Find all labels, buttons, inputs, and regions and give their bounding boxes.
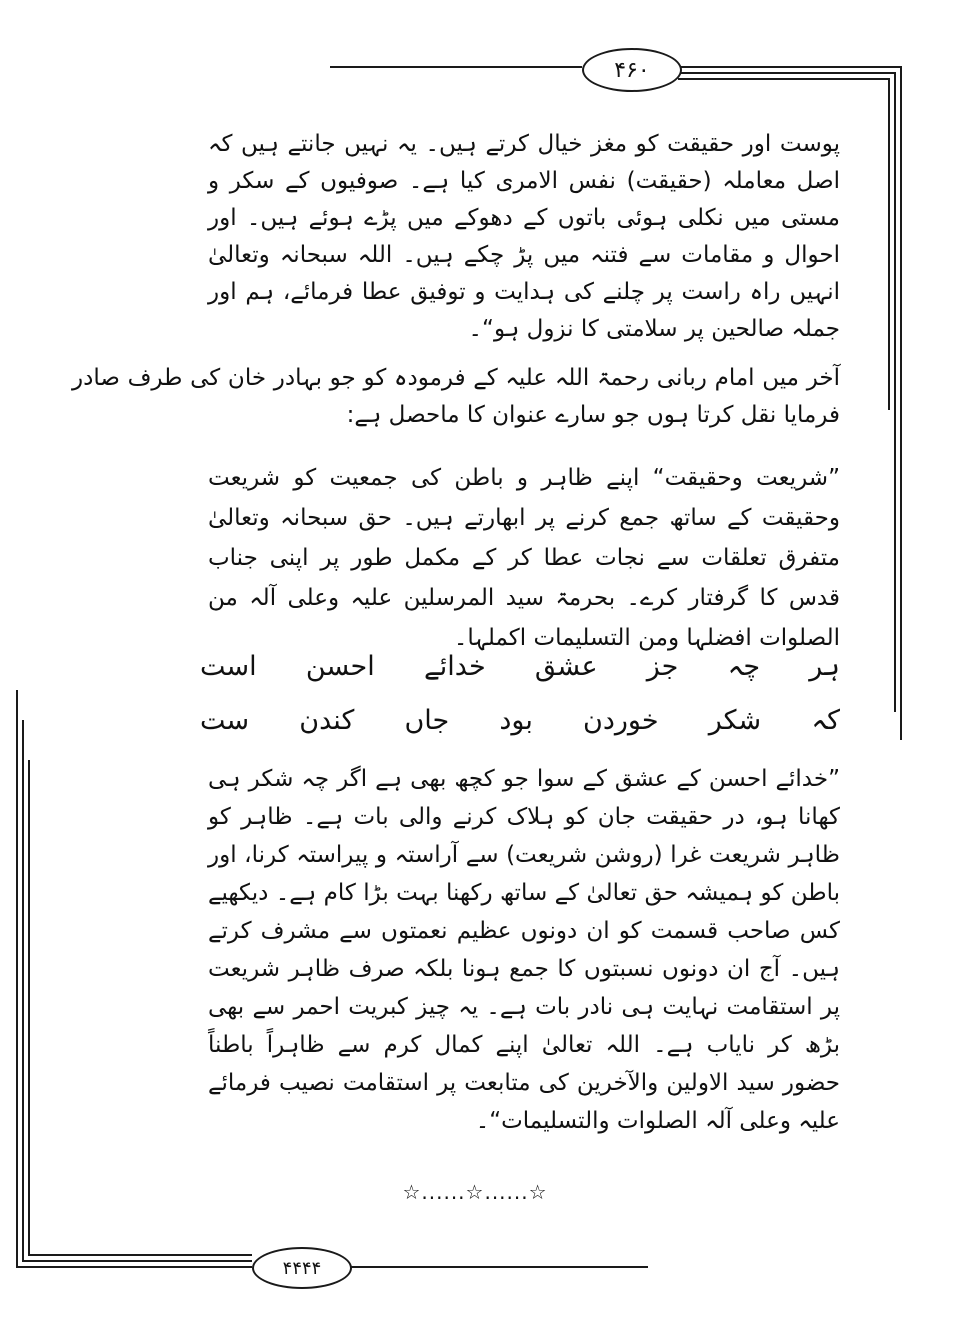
verse-word: جاں [404, 705, 450, 736]
intro-paragraph-text: آخر میں امام ربانی رحمۃ اللہ علیہ کے فرمودہ کو جو بہادر خان کی طرف صادر فرمایا نقل کرتا ہوں جو سارے عنوان کا ماحصل ہے: [72, 365, 840, 428]
verse-word: کندن [299, 705, 355, 736]
frame-bottom-line-3 [28, 1254, 252, 1256]
verse-couplet [200, 640, 840, 748]
verse-word: بود [499, 705, 533, 736]
frame-top-line-3 [678, 72, 894, 74]
paragraph-bottom-text: ”خدائے احسن کے عشق کے سوا جو کچھ بھی ہے اگر چہ شکر ہی کھانا ہو، در حقیقت جان کو ہلاک کرنے والی بات ہے۔ ظاہر کو ظاہر شریعت غرا (روشن شریعت) سے آراستہ و پیراستہ کرنا، اور باطن کو ہمیشہ حق تعالیٰ کے ساتھ رکھنا بہت بڑا کام ہے۔ دیکھیے کس صاحب قسمت کو ان دونوں عظیم نعمتوں سے مشرف کرتے ہیں۔ آج ان دونوں نسبتوں کا جمع ہونا بلکہ صرف ظاہر شریعت پر استقامت نہایت ہی نادر بات ہے۔ یہ چیز کبریت احمر سے بھی بڑھ کر نایاب ہے۔ اللہ تعالیٰ اپنے کمال کرم سے ظاہراً باطناً حضور سید الاولین والآخرین کی متابعت پر استقامت نصیب فرمائے علیہ وعلی آلہ الصلوات والتسلیمات“۔ [208, 766, 840, 1134]
frame-top-line-2 [678, 66, 900, 68]
frame-top-line-1 [330, 66, 582, 68]
verse-word: شکر [708, 705, 762, 736]
frame-bottom-line-4 [348, 1266, 648, 1268]
footer-ornament: ۴۴۴۴ [252, 1247, 352, 1289]
quote-paragraph-text: ”شریعت وحقیقت“ اپنے ظاہر و باطن کی جمعیت کو شریعت وحقیقت کے ساتھ جمع کرنے پر ابھارتے ہیں۔ حق سبحانہ وتعالیٰ متفرق تعلقات سے نجات عطا کر کے مکمل طور پر اپنی جناب قدس کا گرفتار کرے۔ بحرمۃ سید المرسلین علیہ وعلی آلہ من الصلوات افضلہا ومن التسلیمات اکملہا۔ [208, 465, 840, 651]
frame-right-line-2 [894, 72, 896, 712]
verse-word: کہ [811, 705, 840, 736]
paragraph-top [208, 126, 840, 348]
verse-word: خدائے [423, 651, 486, 682]
verse-word: احسن [305, 651, 375, 682]
frame-left-line-1 [16, 690, 18, 1266]
verse-word: ہر [809, 651, 840, 682]
verse-word: است [200, 651, 257, 682]
page-number: ۴۶۰ [582, 48, 682, 92]
intro-paragraph [72, 360, 840, 434]
frame-bottom-line-2 [22, 1260, 252, 1262]
paragraph-top-text: پوست اور حقیقت کو مغز خیال کرتے ہیں۔ یہ نہیں جانتے ہیں کہ اصل معاملہ (حقیقت) نفس الامری کیا ہے۔ صوفیوں کے سکر و مستی میں نکلی ہوئی باتوں کے دھوکے میں پڑے ہوئے ہیں۔ اور احوال و مقامات سے فتنہ میں پڑ چکے ہیں۔ اللہ سبحانہ وتعالیٰ انہیں راہ راست پر چلنے کی ہدایت و توفیق عطا فرمائے، ہم اور جملہ صالحین پر سلامتی کا نزول ہو“۔ [208, 131, 840, 342]
verse-word: ست [200, 705, 250, 736]
quote-paragraph [208, 458, 840, 658]
paragraph-bottom [208, 760, 840, 1140]
frame-bottom-line-1 [16, 1266, 252, 1268]
verse-word: جز [646, 651, 679, 682]
frame-top-line-4 [678, 78, 888, 80]
verse-line-2 [200, 694, 840, 748]
frame-right-line-3 [888, 78, 890, 410]
verse-word: عشق [534, 651, 598, 682]
frame-mid-right-line [900, 620, 902, 740]
frame-left-line-3 [28, 760, 30, 1254]
verse-word: خوردن [583, 705, 659, 736]
verse-line-1 [200, 640, 840, 694]
star-separator: ☆......☆......☆ [402, 1180, 548, 1204]
verse-word: چہ [727, 651, 761, 682]
frame-left-line-2 [22, 720, 24, 1260]
